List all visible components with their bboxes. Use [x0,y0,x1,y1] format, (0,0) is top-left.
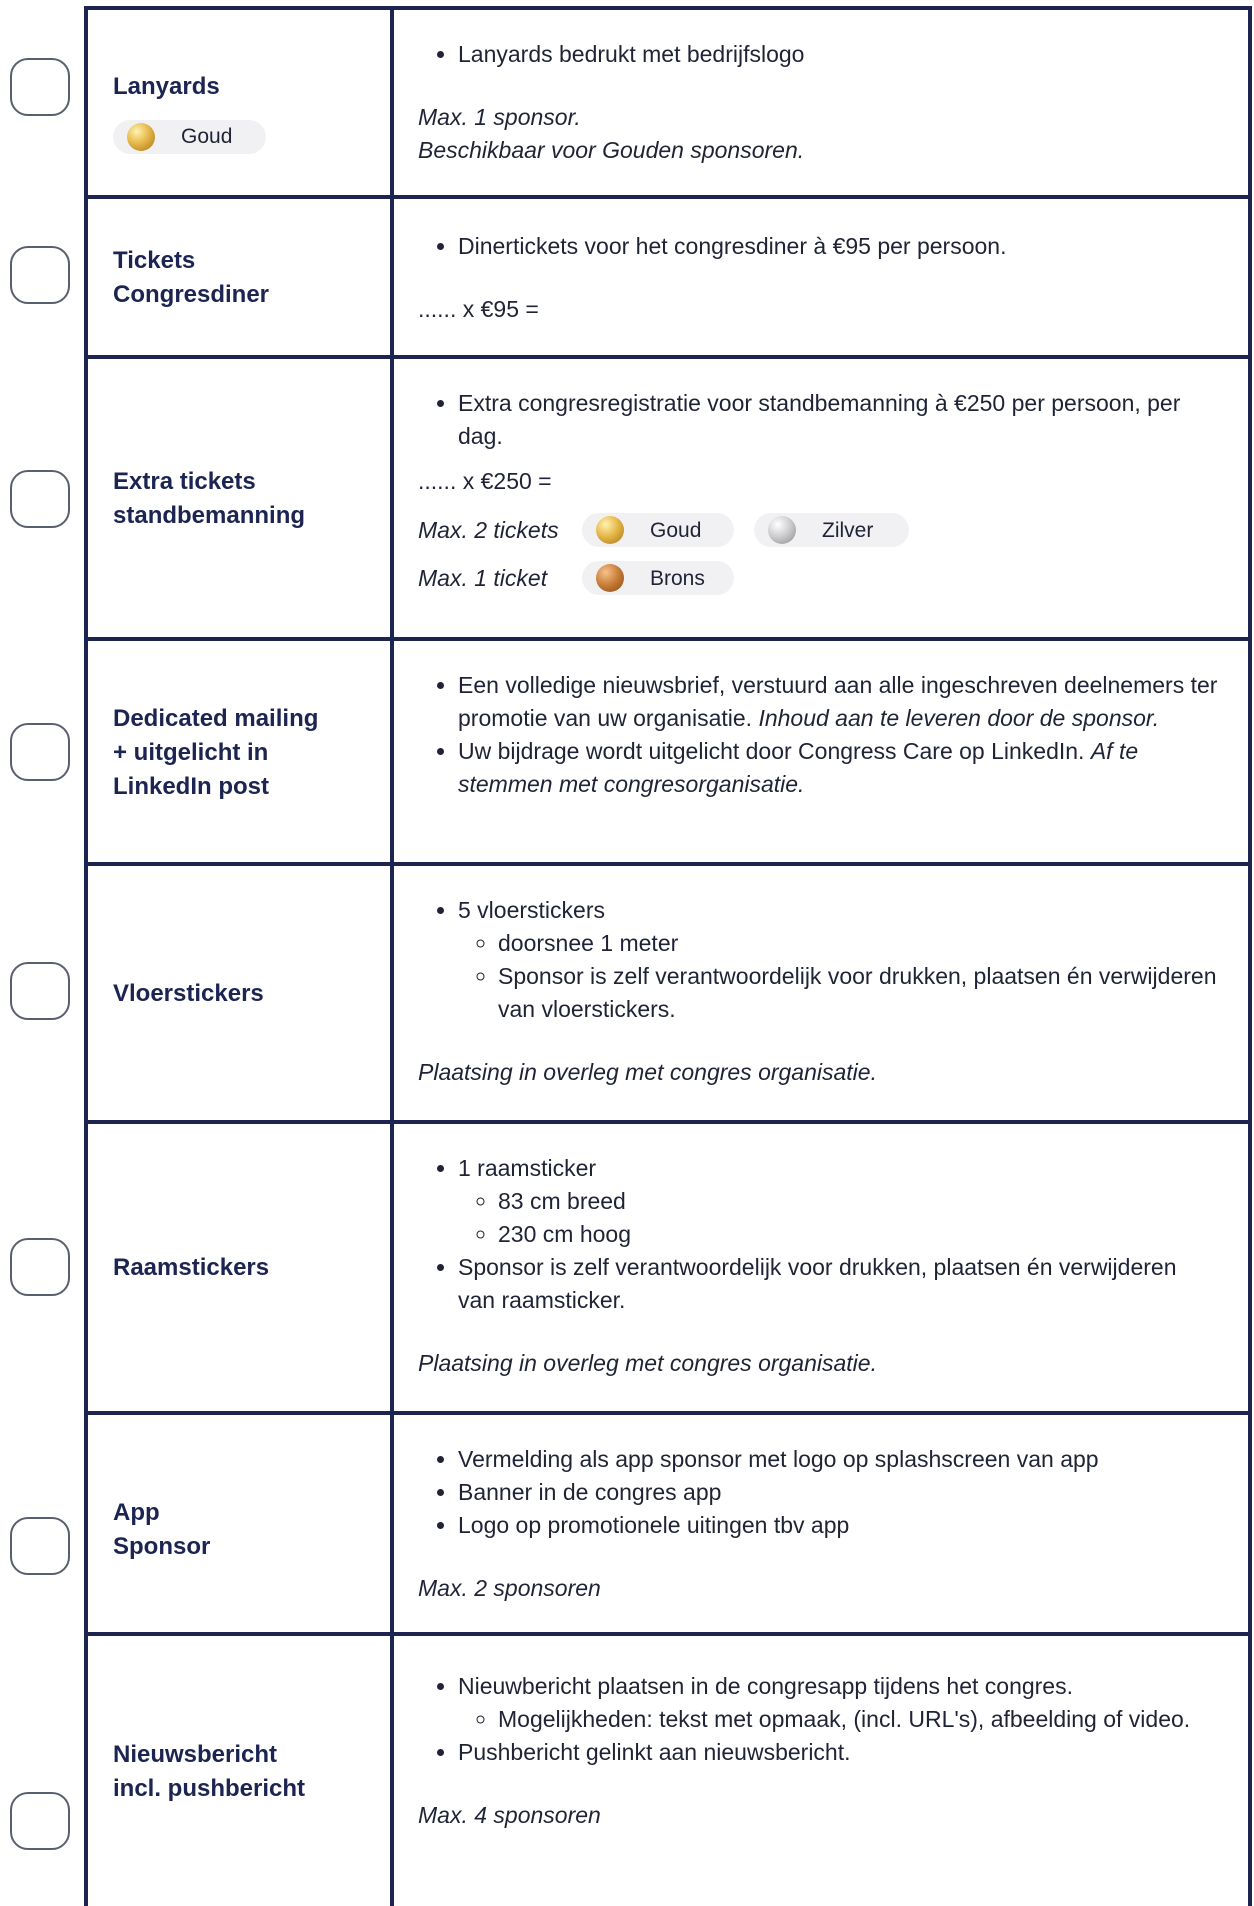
checkbox-dedicated-mailing[interactable] [10,723,70,781]
row-title-extra-tickets: Extra tickets standbemanning [113,468,306,529]
row-details-raamstickers [418,1152,1218,1380]
list-item: • Een volledige nieuwsbrief, verstuurd aan alle ingeschreven deelnemers ter promotie van uw organisatie. Inhoud aan te leveren door de sponsor. [458,669,1218,735]
list-item: • Nieuwbericht plaatsen in de congresapp tijdens het congres. ◦ Mogelijkheden: tekst met opmaak, (incl. URL's), afbeelding of video. [458,1670,1218,1736]
list-item: ◦ 83 cm breed [498,1185,1218,1218]
row-details-tickets-congresdiner [418,230,1218,326]
note-availability: Beschikbaar voor Gouden sponsoren. [418,137,805,163]
row-divider [84,1411,1252,1415]
row-details-dedicated-mailing [418,669,1218,801]
row-title-vloerstickers: Vloerstickers [113,980,264,1007]
list-item: ◦ Sponsor is zelf verantwoordelijk voor drukken, plaatsen én verwijderen van vloerstickers. [498,960,1218,1026]
checkbox-app-sponsor[interactable] [10,1517,70,1575]
column-divider [390,6,394,1906]
row-title-lanyards: Lanyards [113,73,220,100]
list-item: • Vermelding als app sponsor met logo op splashscreen van app [458,1443,1218,1476]
max-sponsors-note: Max. 4 sponsoren [418,1802,601,1828]
calc-field[interactable]: ...... x €95 = [418,296,539,322]
row-title-dedicated-mailing: Dedicated mailing + uitgelicht in LinkedIn post [113,705,319,800]
tier-badge-goud: Goud [582,513,734,547]
checkbox-raamstickers[interactable] [10,1238,70,1296]
list-item: • Extra congresregistratie voor standbemanning à €250 per persoon, per dag. [458,387,1218,453]
list-item: • Banner in de congres app [458,1476,1218,1509]
list-item: ◦ Mogelijkheden: tekst met opmaak, (incl. URL's), afbeelding of video. [498,1703,1218,1736]
row-title-app-sponsor: App Sponsor [113,1499,211,1560]
list-item: ◦ 230 cm hoog [498,1218,1218,1251]
max-sponsors-note: Max. 2 sponsoren [418,1575,601,1601]
list-item: ◦ doorsnee 1 meter [498,927,1218,960]
checkbox-vloerstickers[interactable] [10,962,70,1020]
checkbox-lanyards[interactable] [10,58,70,116]
ticket-limit-row: Max. 1 ticket Brons [418,554,1218,602]
gold-medal-icon [127,123,155,151]
row-details-extra-tickets [418,387,1218,602]
row-divider [84,1632,1252,1636]
row-divider [84,355,1252,359]
checkbox-nieuwsbericht[interactable] [10,1792,70,1850]
checkbox-tickets-congresdiner[interactable] [10,246,70,304]
placement-note: Plaatsing in overleg met congres organisatie. [418,1350,877,1376]
gold-medal-icon [596,516,624,544]
list-item: • Pushbericht gelinkt aan nieuwsbericht. [458,1736,1218,1769]
list-item: • Dinertickets voor het congresdiner à €95 per persoon. [458,230,1218,263]
row-divider [84,195,1252,199]
row-title-tickets-congresdiner: Tickets Congresdiner [113,247,270,308]
list-item: • Uw bijdrage wordt uitgelicht door Congress Care op LinkedIn. Af te stemmen met congresorganisatie. [458,735,1218,801]
row-title-raamstickers: Raamstickers [113,1254,270,1281]
bronze-medal-icon [596,564,624,592]
list-item: • Logo op promotionele uitingen tbv app [458,1509,1218,1542]
list-item: • 1 raamsticker ◦ 83 cm breed ◦ 230 cm hoog [458,1152,1218,1251]
calc-field[interactable]: ...... x €250 = [418,468,552,494]
row-divider [84,637,1252,641]
ticket-limit-row: Max. 2 tickets Goud Zilver [418,506,1218,554]
placement-note: Plaatsing in overleg met congres organisatie. [418,1059,877,1085]
row-title-nieuwsbericht: Nieuwsbericht incl. pushbericht [113,1741,306,1802]
row-details-vloerstickers [418,894,1218,1089]
row-details-lanyards [418,38,1218,167]
row-divider [84,6,1252,10]
row-details-nieuwsbericht [418,1670,1218,1832]
row-divider [84,862,1252,866]
list-item: • 5 vloerstickers ◦ doorsnee 1 meter ◦ Sponsor is zelf verantwoordelijk voor drukken, plaatsen én verwijderen van vloerstickers. [458,894,1218,1026]
note-max-sponsor: Max. 1 sponsor. [418,104,581,130]
checkbox-extra-tickets[interactable] [10,470,70,528]
tier-badge-goud: Goud [113,120,266,154]
row-divider [84,1120,1252,1124]
silver-medal-icon [768,516,796,544]
list-item: • Sponsor is zelf verantwoordelijk voor drukken, plaatsen én verwijderen van raamsticker. [458,1251,1218,1317]
row-details-app-sponsor [418,1443,1218,1605]
tier-badge-zilver: Zilver [754,513,909,547]
tier-badge-brons: Brons [582,561,734,595]
list-item: • Lanyards bedrukt met bedrijfslogo [458,38,1218,71]
